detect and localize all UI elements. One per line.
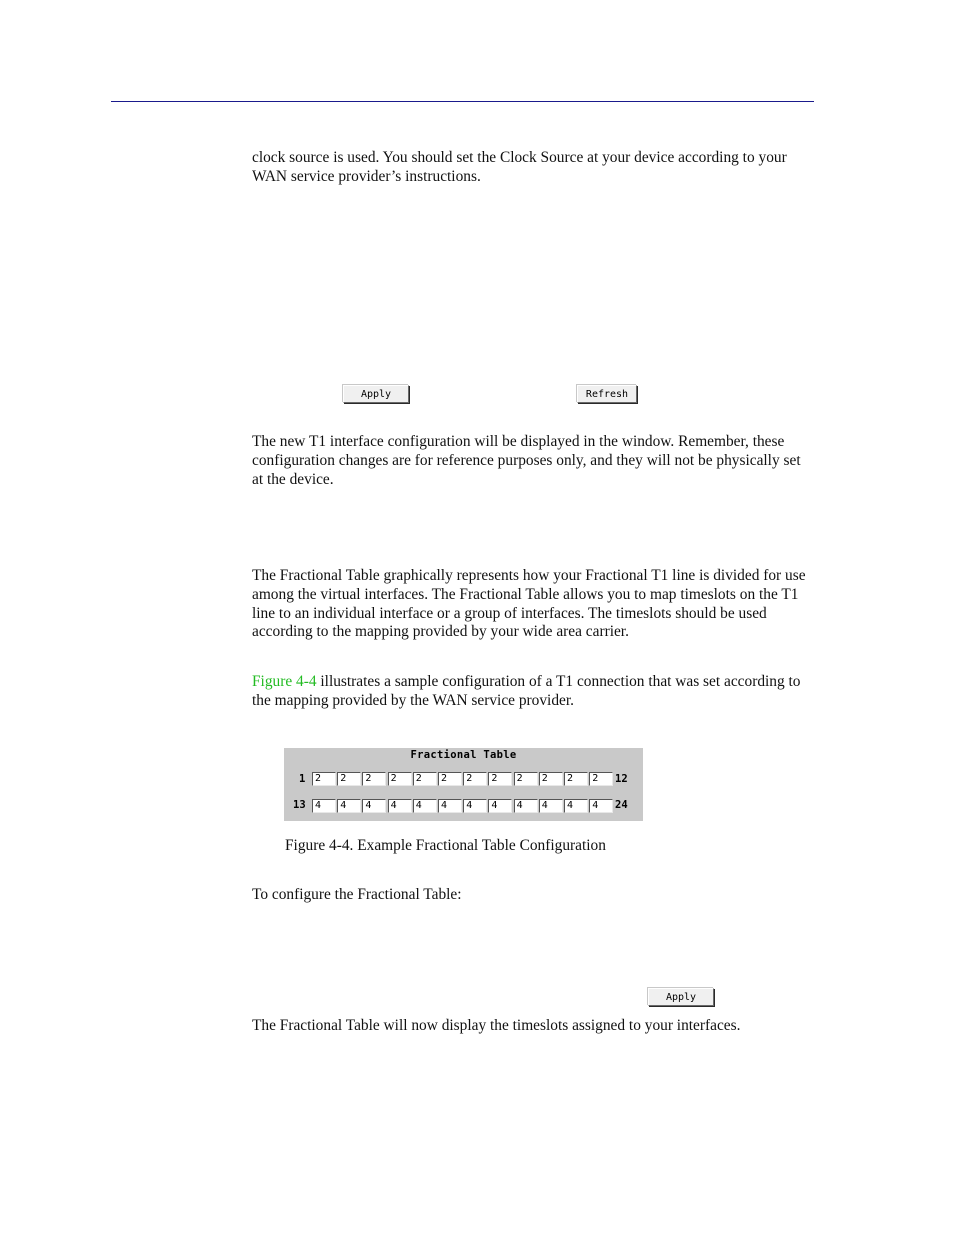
paragraph-configure-intro: To configure the Fractional Table: [252,886,462,903]
paragraph-fractional-table: The Fractional Table graphically represents how your Fractional T1 line is divided for use among the virtual interfaces. The Fractional Table allows you to map timeslots on the T1 line to an individual interface or a group of interfaces. The timeslots should be used according to the mapping provided by your wide area carrier. [252,567,806,641]
timeslot-cell[interactable]: 2 [514,772,538,786]
timeslot-cell[interactable]: 2 [488,772,512,786]
paragraph-result: The Fractional Table will now display the timeslots assigned to your interfaces. [252,1017,741,1034]
timeslot-cell[interactable]: 4 [312,799,336,813]
apply-button[interactable]: Apply [343,385,409,403]
timeslot-cell[interactable]: 2 [438,772,462,786]
row2-end-label: 24 [615,799,628,811]
apply-button-2[interactable]: Apply [648,988,714,1006]
timeslot-cell[interactable]: 2 [539,772,563,786]
timeslot-cell[interactable]: 4 [388,799,412,813]
row1-start-label: 1 [299,773,306,785]
timeslot-cell[interactable]: 4 [539,799,563,813]
timeslot-cell[interactable]: 2 [337,772,361,786]
timeslot-cell[interactable]: 4 [589,799,613,813]
paragraph-clock-source: clock source is used. You should set the Clock Source at your device according to your WAN service provider’s instructions. [252,149,787,185]
timeslot-cell[interactable]: 4 [362,799,386,813]
timeslot-cell[interactable]: 2 [463,772,487,786]
timeslot-cell[interactable]: 4 [488,799,512,813]
figure-link[interactable]: Figure 4-4 [252,673,317,690]
timeslot-cell[interactable]: 4 [337,799,361,813]
paragraph-t1-config: The new T1 interface configuration will be displayed in the window. Remember, these configuration changes are for reference purposes only, and they will not be physically set at the device. [252,433,801,488]
figure-caption: Figure 4-4. Example Fractional Table Configuration [285,837,606,854]
figure-reference-text: illustrates a sample configuration of a T1 connection that was set according to the mapping provided by the WAN service provider. [252,673,801,709]
row1-end-label: 12 [615,773,628,785]
timeslot-cell[interactable]: 2 [312,772,336,786]
timeslot-cell[interactable]: 4 [564,799,588,813]
timeslot-cell[interactable]: 4 [463,799,487,813]
row2-start-label: 13 [293,799,306,811]
header-rule [111,101,814,102]
timeslot-cell[interactable]: 2 [589,772,613,786]
refresh-button[interactable]: Refresh [577,385,637,403]
timeslot-cell[interactable]: 4 [514,799,538,813]
timeslot-cell[interactable]: 2 [362,772,386,786]
timeslot-cell[interactable]: 4 [438,799,462,813]
timeslot-cell[interactable]: 4 [413,799,437,813]
fractional-table [284,748,643,821]
timeslot-cell[interactable]: 2 [388,772,412,786]
paragraph-figure-reference [252,673,814,711]
timeslot-cell[interactable]: 2 [413,772,437,786]
fractional-table-title: Fractional Table [410,749,517,761]
timeslot-cell[interactable]: 2 [564,772,588,786]
